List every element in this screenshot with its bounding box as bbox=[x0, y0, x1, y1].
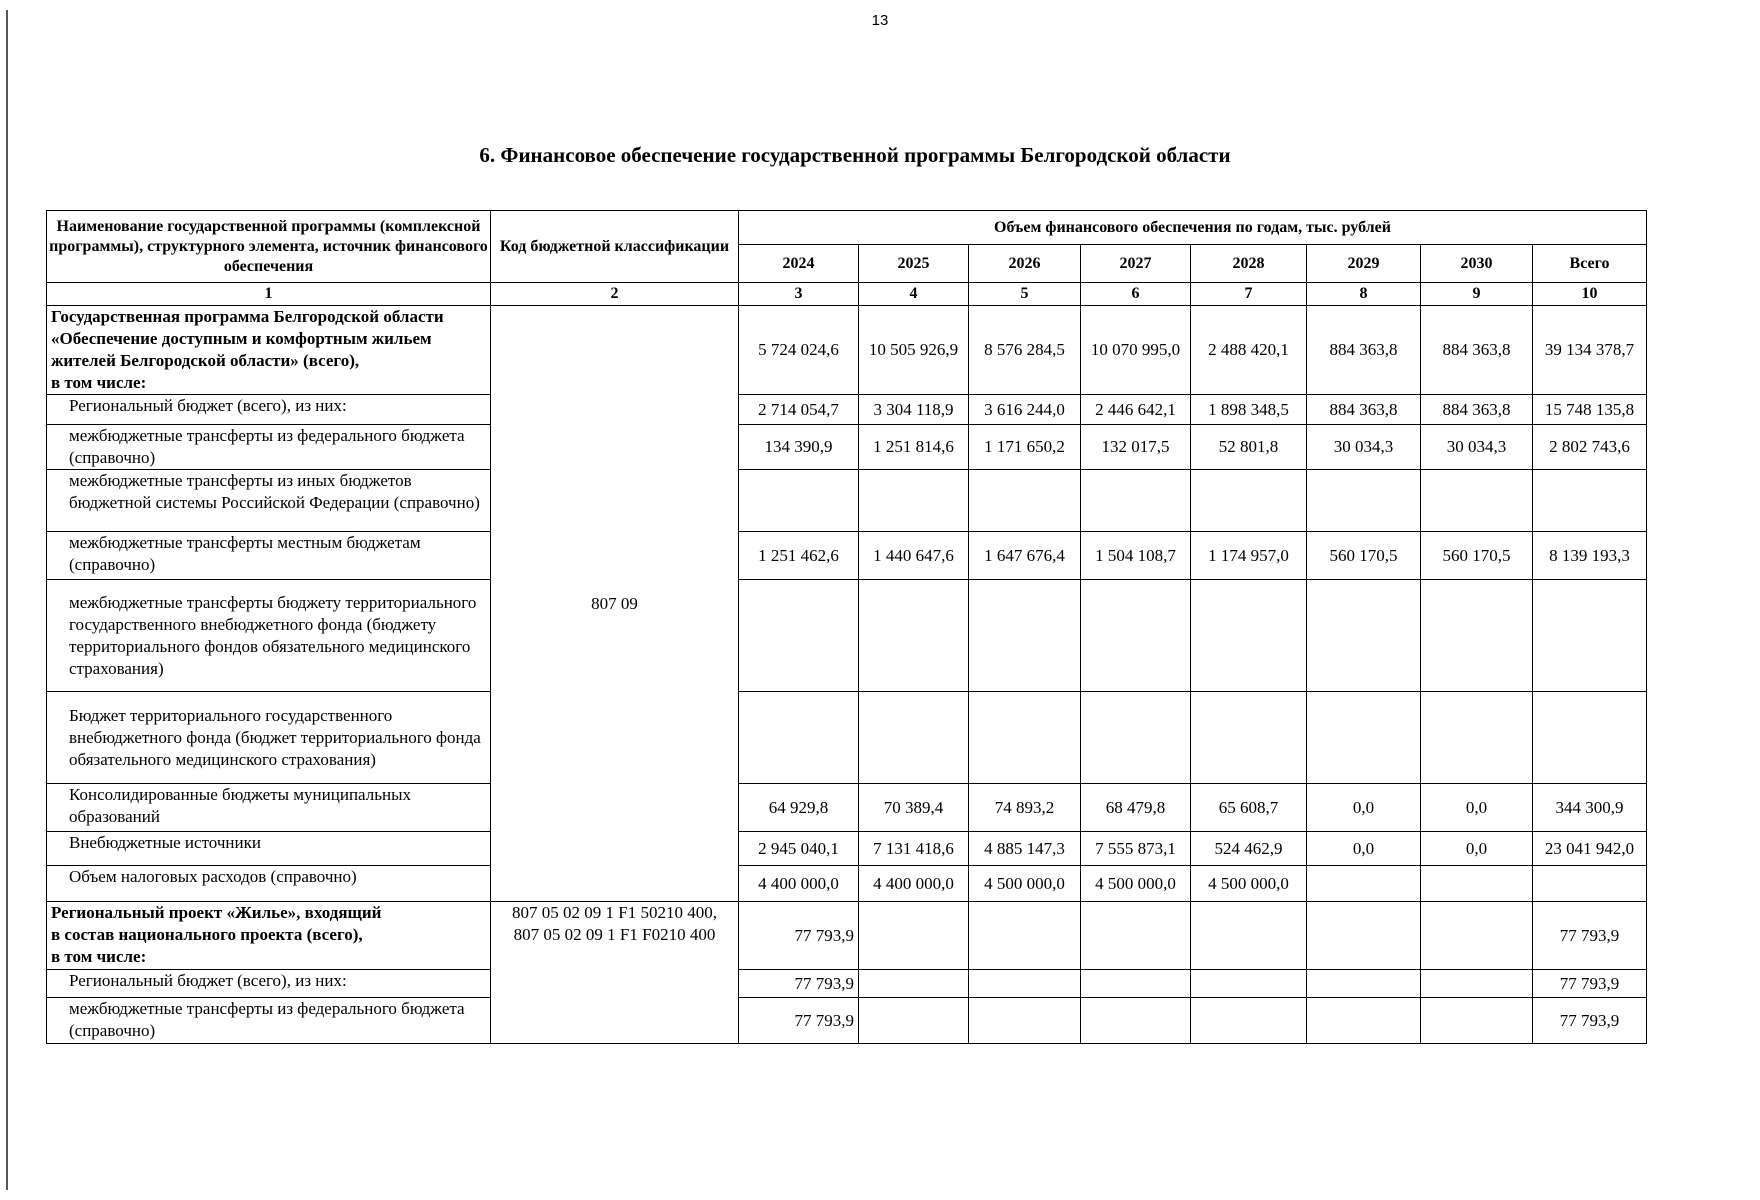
year-value-cell bbox=[1081, 692, 1191, 784]
year-value-cell: 77 793,9 bbox=[739, 970, 859, 998]
year-value-cell bbox=[1191, 902, 1307, 970]
row-label: межбюджетные трансферты из иных бюджетов бюджетной системы Российской Федерации (справочно) bbox=[47, 470, 491, 532]
year-value-cell: 5 724 024,6 bbox=[739, 306, 859, 395]
year-value-cell bbox=[969, 970, 1081, 998]
year-value-cell: 560 170,5 bbox=[1307, 532, 1421, 580]
total-value-cell: 23 041 942,0 bbox=[1533, 832, 1647, 866]
column-index-cell: 10 bbox=[1533, 283, 1647, 306]
column-index-cell: 2 bbox=[491, 283, 739, 306]
row-label: межбюджетные трансферты из федерального бюджета (справочно) bbox=[47, 998, 491, 1044]
year-value-cell: 0,0 bbox=[1307, 832, 1421, 866]
year-value-cell: 2 488 420,1 bbox=[1191, 306, 1307, 395]
year-value-cell bbox=[1421, 470, 1533, 532]
year-value-cell: 2 714 054,7 bbox=[739, 395, 859, 425]
total-value-cell: 2 802 743,6 bbox=[1533, 425, 1647, 470]
year-value-cell: 77 793,9 bbox=[739, 902, 859, 970]
year-value-cell: 3 616 244,0 bbox=[969, 395, 1081, 425]
column-index-cell: 5 bbox=[969, 283, 1081, 306]
year-value-cell: 0,0 bbox=[1421, 832, 1533, 866]
year-value-cell bbox=[859, 970, 969, 998]
header-year: 2029 bbox=[1307, 245, 1421, 283]
year-value-cell bbox=[1421, 866, 1533, 902]
year-value-cell bbox=[1081, 998, 1191, 1044]
year-value-cell: 10 505 926,9 bbox=[859, 306, 969, 395]
header-year: 2030 bbox=[1421, 245, 1533, 283]
header-year: 2028 bbox=[1191, 245, 1307, 283]
year-value-cell: 884 363,8 bbox=[1421, 306, 1533, 395]
total-value-cell bbox=[1533, 470, 1647, 532]
year-value-cell: 1 440 647,6 bbox=[859, 532, 969, 580]
row-label: Внебюджетные источники bbox=[47, 832, 491, 866]
table-row bbox=[47, 580, 1647, 692]
page-title: 6. Финансовое обеспечение государственной программы Белгородской области bbox=[479, 143, 1231, 167]
table-row bbox=[47, 784, 1647, 832]
year-value-cell bbox=[1307, 902, 1421, 970]
year-value-cell: 4 500 000,0 bbox=[1191, 866, 1307, 902]
year-value-cell bbox=[1081, 970, 1191, 998]
header-code-column: Код бюджетной классификации bbox=[491, 211, 739, 283]
year-value-cell bbox=[1307, 692, 1421, 784]
table-row bbox=[47, 998, 1647, 1044]
year-value-cell: 524 462,9 bbox=[1191, 832, 1307, 866]
table-row bbox=[47, 306, 1647, 395]
year-value-cell bbox=[969, 998, 1081, 1044]
year-value-cell bbox=[969, 692, 1081, 784]
project-budget-code: 807 05 02 09 1 F1 50210 400, 807 05 02 09 1 F1 F0210 400 bbox=[491, 902, 739, 1044]
year-value-cell: 68 479,8 bbox=[1081, 784, 1191, 832]
total-value-cell bbox=[1533, 866, 1647, 902]
year-value-cell: 2 945 040,1 bbox=[739, 832, 859, 866]
table-row bbox=[47, 395, 1647, 425]
row-label: Региональный бюджет (всего), из них: bbox=[47, 970, 491, 998]
column-index-cell: 7 bbox=[1191, 283, 1307, 306]
year-value-cell: 4 500 000,0 bbox=[969, 866, 1081, 902]
row-label: Объем налоговых расходов (справочно) bbox=[47, 866, 491, 902]
header-year: 2025 bbox=[859, 245, 969, 283]
row-label: Государственная программа Белгородской области «Обеспечение доступным и комфортным жильем жителей Белгородской области» (всего), в том числе: bbox=[47, 306, 491, 395]
year-value-cell: 1 174 957,0 bbox=[1191, 532, 1307, 580]
year-value-cell bbox=[859, 470, 969, 532]
year-value-cell: 1 251 814,6 bbox=[859, 425, 969, 470]
column-index-cell: 8 bbox=[1307, 283, 1421, 306]
year-value-cell: 1 251 462,6 bbox=[739, 532, 859, 580]
total-value-cell: 39 134 378,7 bbox=[1533, 306, 1647, 395]
header-year: 2024 bbox=[739, 245, 859, 283]
year-value-cell: 7 131 418,6 bbox=[859, 832, 969, 866]
total-value-cell bbox=[1533, 580, 1647, 692]
year-value-cell bbox=[1421, 580, 1533, 692]
year-value-cell: 884 363,8 bbox=[1421, 395, 1533, 425]
year-value-cell bbox=[1307, 470, 1421, 532]
year-value-cell bbox=[859, 692, 969, 784]
total-value-cell: 15 748 135,8 bbox=[1533, 395, 1647, 425]
year-value-cell: 52 801,8 bbox=[1191, 425, 1307, 470]
year-value-cell: 1 171 650,2 bbox=[969, 425, 1081, 470]
year-value-cell: 2 446 642,1 bbox=[1081, 395, 1191, 425]
total-value-cell: 77 793,9 bbox=[1533, 970, 1647, 998]
year-value-cell bbox=[969, 902, 1081, 970]
column-index-row bbox=[47, 283, 1647, 306]
table-row bbox=[47, 470, 1647, 532]
header-year: 2027 bbox=[1081, 245, 1191, 283]
year-value-cell: 560 170,5 bbox=[1421, 532, 1533, 580]
header-total: Всего bbox=[1533, 245, 1647, 283]
column-index-cell: 6 bbox=[1081, 283, 1191, 306]
row-label: Консолидированные бюджеты муниципальных образований bbox=[47, 784, 491, 832]
year-value-cell: 1 504 108,7 bbox=[1081, 532, 1191, 580]
year-value-cell: 884 363,8 bbox=[1307, 306, 1421, 395]
column-index-cell: 1 bbox=[47, 283, 491, 306]
year-value-cell: 4 500 000,0 bbox=[1081, 866, 1191, 902]
table-row bbox=[47, 902, 1647, 970]
page-number: 13 bbox=[871, 12, 889, 29]
year-value-cell bbox=[1191, 998, 1307, 1044]
year-value-cell bbox=[1307, 580, 1421, 692]
year-value-cell bbox=[739, 470, 859, 532]
year-value-cell: 7 555 873,1 bbox=[1081, 832, 1191, 866]
column-index-cell: 4 bbox=[859, 283, 969, 306]
year-value-cell bbox=[859, 998, 969, 1044]
total-value-cell: 8 139 193,3 bbox=[1533, 532, 1647, 580]
row-label: Бюджет территориального государственного внебюджетного фонда (бюджет территориального фонда обязательного медицинского страхования) bbox=[47, 692, 491, 784]
year-value-cell bbox=[739, 580, 859, 692]
year-value-cell bbox=[1421, 902, 1533, 970]
year-value-cell: 4 400 000,0 bbox=[739, 866, 859, 902]
year-value-cell bbox=[1081, 580, 1191, 692]
year-value-cell: 1 647 676,4 bbox=[969, 532, 1081, 580]
column-index-cell: 3 bbox=[739, 283, 859, 306]
header-volume-column: Объем финансового обеспечения по годам, тыс. рублей bbox=[739, 211, 1647, 245]
year-value-cell bbox=[739, 692, 859, 784]
year-value-cell bbox=[1081, 470, 1191, 532]
year-value-cell: 884 363,8 bbox=[1307, 395, 1421, 425]
header-name-column: Наименование государственной программы (комплексной программы), структурного элемента, источник финансового обеспечения bbox=[47, 211, 491, 283]
total-value-cell: 344 300,9 bbox=[1533, 784, 1647, 832]
year-value-cell: 4 885 147,3 bbox=[969, 832, 1081, 866]
financing-table bbox=[46, 210, 1647, 1044]
table-row bbox=[47, 425, 1647, 470]
year-value-cell: 3 304 118,9 bbox=[859, 395, 969, 425]
year-value-cell: 8 576 284,5 bbox=[969, 306, 1081, 395]
year-value-cell: 0,0 bbox=[1307, 784, 1421, 832]
year-value-cell bbox=[969, 470, 1081, 532]
total-value-cell bbox=[1533, 692, 1647, 784]
year-value-cell bbox=[1307, 970, 1421, 998]
year-value-cell: 77 793,9 bbox=[739, 998, 859, 1044]
program-budget-code: 807 09 bbox=[491, 306, 739, 902]
row-label: межбюджетные трансферты местным бюджетам (справочно) bbox=[47, 532, 491, 580]
year-value-cell bbox=[1421, 998, 1533, 1044]
year-value-cell: 4 400 000,0 bbox=[859, 866, 969, 902]
year-value-cell: 1 898 348,5 bbox=[1191, 395, 1307, 425]
table-row bbox=[47, 866, 1647, 902]
year-value-cell: 65 608,7 bbox=[1191, 784, 1307, 832]
row-label: Региональный проект «Жилье», входящий в состав национального проекта (всего), в том числе: bbox=[47, 902, 491, 970]
header-year: 2026 bbox=[969, 245, 1081, 283]
year-value-cell: 134 390,9 bbox=[739, 425, 859, 470]
year-value-cell: 30 034,3 bbox=[1421, 425, 1533, 470]
year-value-cell: 74 893,2 bbox=[969, 784, 1081, 832]
year-value-cell: 70 389,4 bbox=[859, 784, 969, 832]
year-value-cell bbox=[1081, 902, 1191, 970]
year-value-cell: 10 070 995,0 bbox=[1081, 306, 1191, 395]
year-value-cell bbox=[1191, 970, 1307, 998]
year-value-cell: 132 017,5 bbox=[1081, 425, 1191, 470]
year-value-cell: 64 929,8 bbox=[739, 784, 859, 832]
table-row bbox=[47, 832, 1647, 866]
year-value-cell bbox=[1421, 970, 1533, 998]
table-row bbox=[47, 532, 1647, 580]
row-label: Региональный бюджет (всего), из них: bbox=[47, 395, 491, 425]
page-edge-line bbox=[6, 10, 8, 1190]
row-label: межбюджетные трансферты из федерального бюджета (справочно) bbox=[47, 425, 491, 470]
year-value-cell bbox=[1191, 470, 1307, 532]
year-value-cell bbox=[1307, 866, 1421, 902]
year-value-cell bbox=[969, 580, 1081, 692]
year-value-cell bbox=[1191, 692, 1307, 784]
year-value-cell: 0,0 bbox=[1421, 784, 1533, 832]
year-value-cell bbox=[1191, 580, 1307, 692]
table-row bbox=[47, 970, 1647, 998]
year-value-cell bbox=[859, 902, 969, 970]
total-value-cell: 77 793,9 bbox=[1533, 902, 1647, 970]
year-value-cell bbox=[1307, 998, 1421, 1044]
column-index-cell: 9 bbox=[1421, 283, 1533, 306]
table-row bbox=[47, 692, 1647, 784]
year-value-cell: 30 034,3 bbox=[1307, 425, 1421, 470]
year-value-cell bbox=[1421, 692, 1533, 784]
total-value-cell: 77 793,9 bbox=[1533, 998, 1647, 1044]
row-label: межбюджетные трансферты бюджету территориального государственного внебюджетного фонда (бюджету территориального фондов обязательного медицинского страхования) bbox=[47, 580, 491, 692]
year-value-cell bbox=[859, 580, 969, 692]
